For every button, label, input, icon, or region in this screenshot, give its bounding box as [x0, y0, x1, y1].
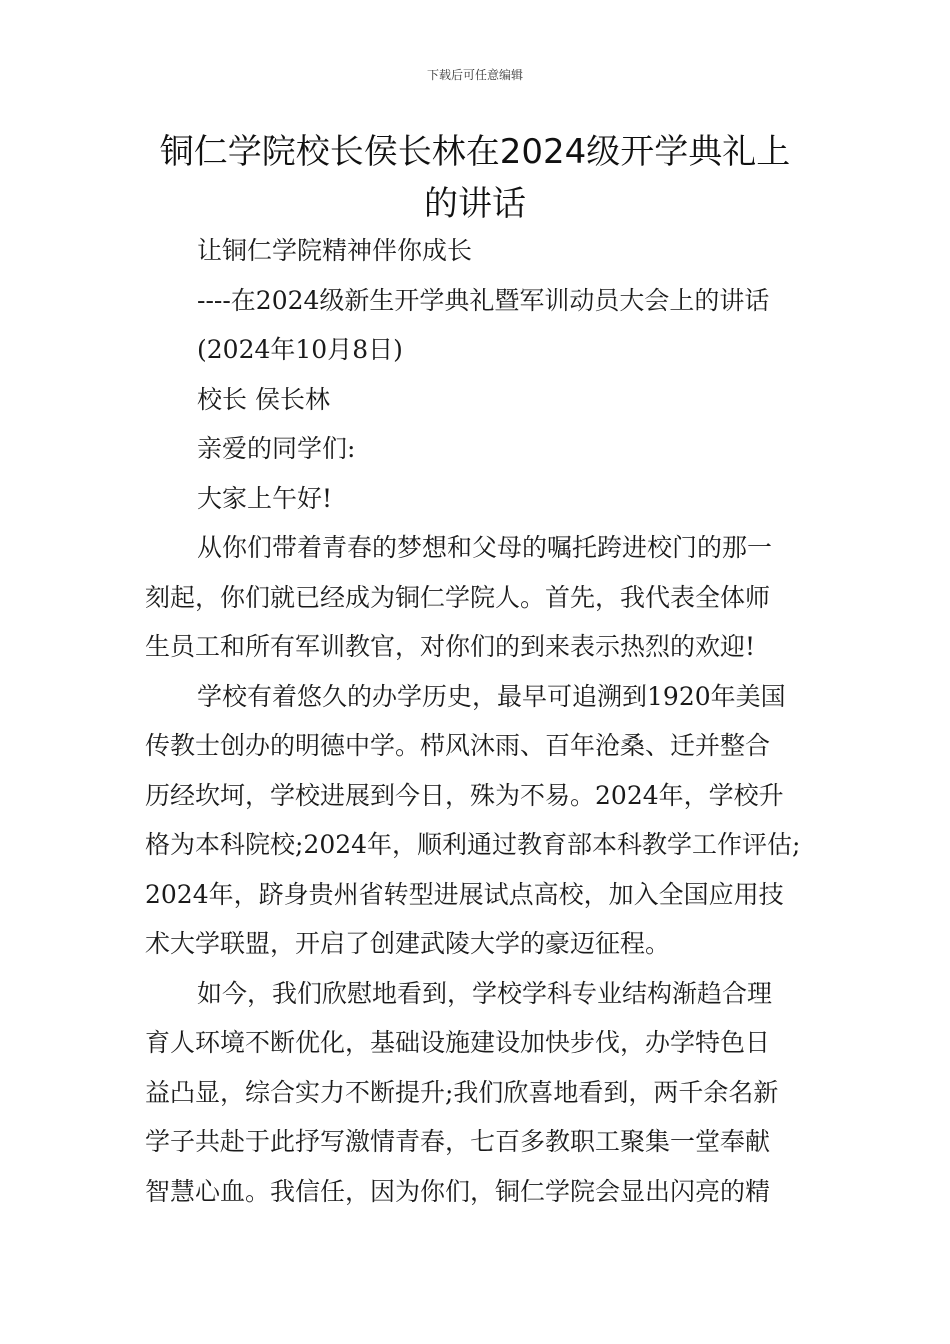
paragraph-line: 生员工和所有军训教官，对你们的到来表示热烈的欢迎! — [145, 632, 756, 661]
paragraph-line: 2024年，跻身贵州省转型进展试点高校，加入全国应用技 — [145, 879, 784, 909]
paragraph-line: 格为本科院校;2024年，顺利通过教育部本科教学工作评估; — [145, 830, 801, 859]
date-line: (2024年10月8日) — [197, 335, 403, 364]
paragraph-line: 育人环境不断优化，基础设施建设加快步伐，办学特色日 — [145, 1028, 771, 1057]
subtitle: 让铜仁学院精神伴你成长 — [197, 236, 473, 265]
paragraph-3 — [145, 969, 810, 1217]
page-title — [120, 126, 830, 230]
paragraph-line: 术大学联盟，开启了创建武陵大学的豪迈征程。 — [145, 929, 671, 958]
paragraph-line: 学子共赴于此抒写激情青春，七百多教职工聚集一堂奉献 — [145, 1127, 771, 1156]
paragraph-1 — [145, 523, 810, 672]
header-note: 下载后可任意编辑 — [426, 68, 523, 82]
salutation: 亲爱的同学们: — [197, 434, 356, 463]
paragraph-line: 如今，我们欣慰地看到，学校学科专业结构渐趋合理 — [197, 978, 773, 1008]
paragraph-line: 益凸显，综合实力不断提升;我们欣喜地看到，两千余名新 — [145, 1077, 779, 1107]
occasion-line: ----在2024级新生开学典礼暨军训动员大会上的讲话 — [197, 285, 770, 315]
paragraph-line: 传教士创办的明德中学。栉风沐雨、百年沧桑、迁并整合 — [145, 731, 771, 760]
paragraph-line: 刻起，你们就已经成为铜仁学院人。首先，我代表全体师 — [145, 582, 771, 612]
document-body — [145, 226, 810, 1216]
paragraph-line: 从你们带着青春的梦想和父母的嘱托跨进校门的那一 — [197, 533, 773, 562]
title-line-1: 铜仁学院校长侯长林在2024级开学典礼上 — [159, 132, 791, 172]
greeting: 大家上午好! — [197, 483, 333, 513]
paragraph-line: 学校有着悠久的办学历史，最早可追溯到1920年美国 — [197, 681, 786, 711]
paragraph-line: 智慧心血。我信任，因为你们，铜仁学院会显出闪亮的精 — [145, 1176, 771, 1206]
paragraph-line: 历经坎坷，学校进展到今日，殊为不易。2024年，学校升 — [145, 780, 784, 810]
title-line-2: 的讲话 — [424, 184, 526, 224]
speaker-line: 校长 侯长林 — [197, 384, 330, 414]
paragraph-2 — [145, 672, 810, 969]
